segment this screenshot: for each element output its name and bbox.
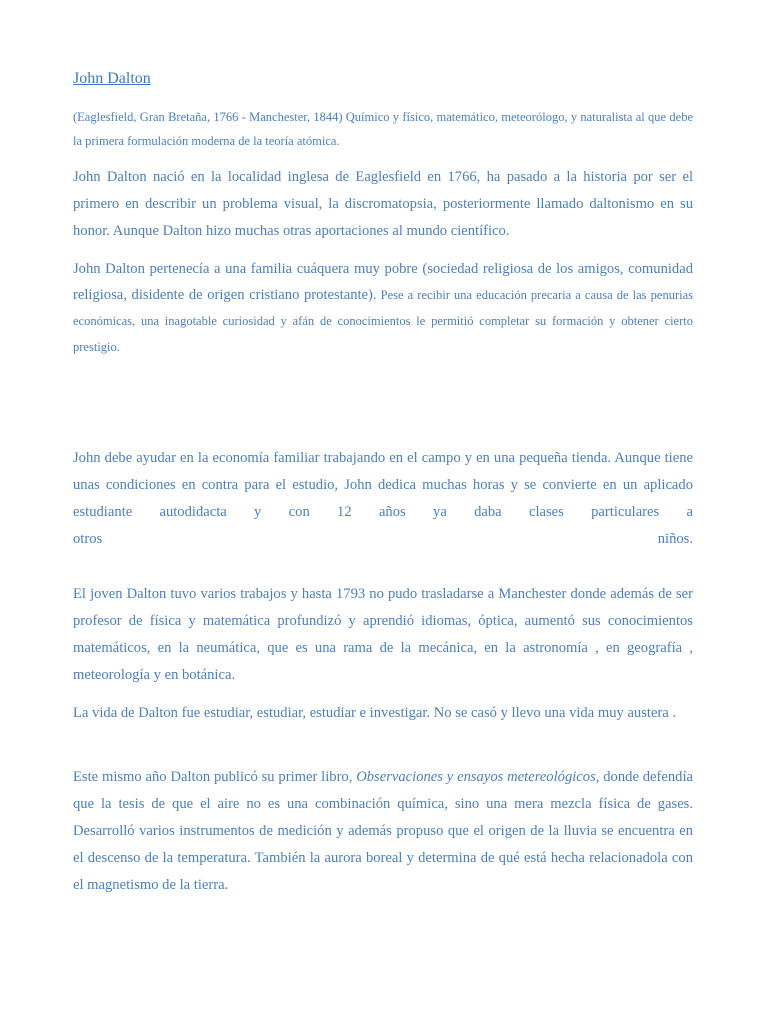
book-title: Observaciones y ensayos metereológicos, <box>356 769 600 785</box>
paragraph-life: La vida de Dalton fue estudiar, estudiar, estudiar e investigar. No se casó y llevo una vida muy austera . <box>73 705 677 721</box>
paragraph-family-main: John Dalton pertenecía a una familia cuáquera muy pobre (sociedad religiosa de los amigos, comunidad religiosa, disidente de origen cristiano protestante). <box>73 261 693 303</box>
paragraph-youth <box>73 445 693 553</box>
paragraph-book-end: donde defendía que la tesis de que el aire no es una combinación química, sino una mera mezcla física de gases. Desarrolló varios instrumentos de medición y además propuso que el origen de la lluvia se encuentra en el descenso de la temperatura. También la aurora boreal y determina de qué está hecha relacionadola con el magnetismo de la tierra. <box>73 769 694 893</box>
intro-paragraph: (Eaglesfield, Gran Bretaña, 1766 - Manchester, 1844) Químico y físico, matemático, meteorólogo, y naturalista al que debe la primera formulación moderna de la teoría atómica. <box>73 110 693 148</box>
paragraph-family-small: Pese a recibir una educación precaria a causa de las penurias económicas, una inagotable curiosidad y afán de conocimientos le permitió completar su formación y obtener cierto prestigio. <box>73 288 693 354</box>
paragraph-book <box>73 764 693 899</box>
paragraph-youth-last-line <box>73 526 693 553</box>
paragraph-manchester: El joven Dalton tuvo varios trabajos y hasta 1793 no pudo trasladarse a Manchester donde además de ser profesor de física y matemática profundizó y aprendió idiomas, óptica, aumentó sus conocimientos matemáticos, en la neumática, que es una rama de la mecánica, en la astronomía , en geografía , meteorología y en botánica. <box>73 586 693 683</box>
paragraph-youth-last-right: niños. <box>657 531 693 547</box>
paragraph-youth-last-left: otros <box>73 531 103 547</box>
paragraph-family <box>73 256 693 360</box>
paragraph-youth-text: John debe ayudar en la economía familiar trabajando en el campo y en una pequeña tienda. Aunque tiene unas condiciones en contra para el estudio, John dedica muchas horas y se convierte en un aplicado estudiante autodidacta y con 12 años ya daba clases particulares a <box>73 450 693 520</box>
paragraph-birth: John Dalton nació en la localidad inglesa de Eaglesfield en 1766, ha pasado a la historia por ser el primero en describir un problema visual, la discromatopsia, posteriormente llamado daltonismo en su honor. Aunque Dalton hizo muchas otras aportaciones al mundo científico. <box>73 169 693 239</box>
document-title: John Dalton <box>73 70 151 87</box>
paragraph-book-start: Este mismo año Dalton publicó su primer libro, <box>73 769 357 785</box>
